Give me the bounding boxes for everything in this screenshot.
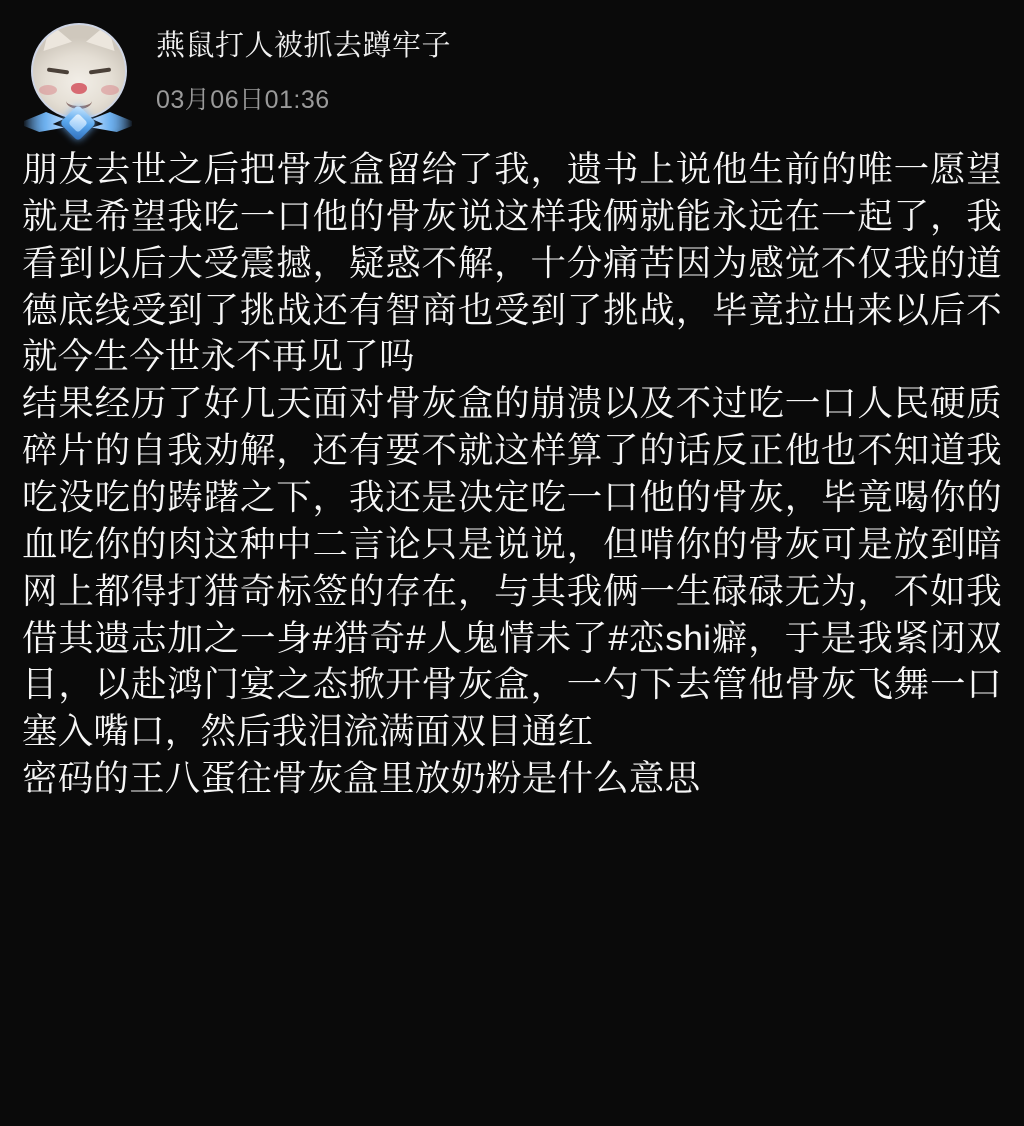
rank-wing-left-icon (24, 112, 64, 132)
rank-gem-icon (60, 105, 97, 142)
cat-blush-right-icon (101, 85, 119, 95)
post-paragraph: 密码的王八蛋往骨灰盒里放奶粉是什么意思 (22, 758, 701, 799)
post-header (0, 0, 1024, 140)
cat-blush-left-icon (39, 85, 57, 95)
post-timestamp: 03月06日01:36 (156, 86, 330, 115)
cat-ear-right-icon (86, 23, 122, 51)
cat-ear-left-icon (36, 23, 72, 51)
post-content (0, 140, 1024, 802)
post-meta (136, 18, 451, 116)
post-paragraph: 结果经历了好几天面对骨灰盒的崩溃以及不过吃一口人民硬质碎片的自我劝解，还有要不就这样算了的话反正他也不知道我吃没吃的踌躇之下，我还是决定吃一口他的骨灰，毕竟喝你的血吃你的肉这种中二言论只是说说，但啃你的骨灰可是放到暗网上都得打猎奇标签的存在，与其我俩一生碌碌无为，不如我借其遗志加之一身#猎奇#人鬼情未了#恋shi癖，于是我紧闭双目，以赴鸿门宴之态掀开骨灰盒，一勺下去管他骨灰飞舞一口塞入嘴口，然后我泪流满面双目通红 (22, 383, 1002, 752)
cat-eye-right-icon (89, 67, 111, 74)
author-username[interactable]: 燕鼠打人被抓去蹲牢子 (156, 30, 452, 62)
post-paragraph: 朋友去世之后把骨灰盒留给了我，遗书上说他生前的唯一愿望就是希望我吃一口他的骨灰说这样我俩就能永远在一起了，我看到以后大受震撼，疑惑不解，十分痛苦因为感觉不仅我的道德底线受到了挑战还有智商也受到了挑战，毕竟拉出来以后不就今生今世永不再见了吗 (22, 149, 1002, 377)
rank-wing-right-icon (92, 112, 132, 132)
avatar[interactable] (18, 18, 136, 136)
rank-badge-icon (24, 102, 132, 144)
cat-eye-left-icon (47, 67, 69, 74)
